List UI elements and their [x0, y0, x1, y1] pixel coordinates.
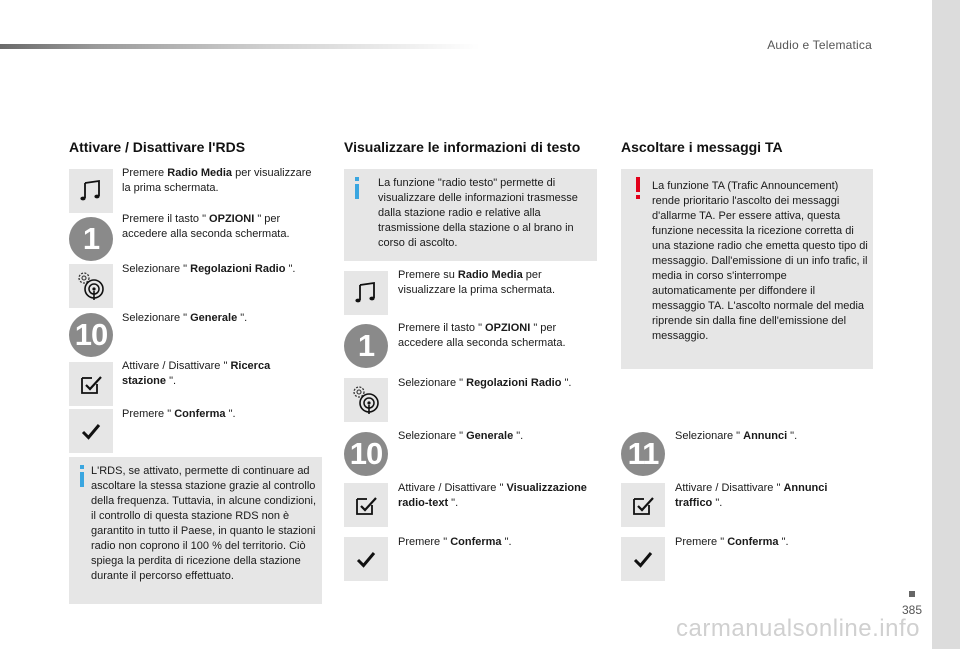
info-note-rds — [69, 457, 322, 604]
warning-icon — [633, 177, 643, 199]
col3-step-3: Premere " Conferma ". — [675, 536, 789, 548]
radio-settings-icon — [69, 264, 113, 308]
side-strip — [932, 0, 960, 649]
warning-note-text: La funzione TA (Trafic Announcement) rende prioritario l'ascolto dei messaggi d'allarme TA. Per essere attiva, questa funzione necessita la ricezione corretta di una stazione radio che emetta questo tipo di messaggio. Dall'emissione di un info trafic, il media in corso s'interrompe automaticamente per diffondere il messaggio TA. L'ascolto normale del media riprende sin dalla fine dell'emissione del messaggio. — [652, 180, 868, 342]
step-badge-1: 1 — [69, 217, 113, 261]
col2-step-4: Selezionare " Generale ". — [398, 430, 524, 442]
step-badge-11: 11 — [621, 432, 665, 476]
info-note-text: La funzione "radio testo" permette di visualizzare delle informazioni trasmesse dalla stazione radio e relative alla trasmissione della stazione o al brano in corso di ascolto. — [378, 177, 578, 249]
section-title-radiotext: Visualizzare le informazioni di testo — [344, 139, 581, 155]
col3-step-1: Selezionare " Annunci ". — [675, 430, 798, 442]
checkbox-icon — [344, 483, 388, 527]
info-note-text: L'RDS, se attivato, permette di continuare ad ascoltare la stessa stazione grazie al controllo della frequenza. Tuttavia, in alcune condizioni, il controllo di questa stazione RDS non è garantito in tutto il Paese, in quanto le stazioni radio non coprono il 100 % del territorio. Ciò spiega la perdita di ricezione della stazione durante il percorso effettuato. — [91, 465, 317, 582]
music-note-icon — [69, 169, 113, 213]
warning-note-ta — [621, 169, 873, 369]
info-icon — [352, 177, 362, 199]
checkmark-icon — [344, 537, 388, 581]
header-gradient-bar — [0, 44, 480, 49]
col2-step-5: Attivare / Disattivare " Visualizzazione radio-text ". — [398, 482, 587, 509]
col2-step-6: Premere " Conferma ". — [398, 536, 512, 548]
checkbox-icon — [69, 362, 113, 406]
checkbox-icon — [621, 483, 665, 527]
info-icon — [77, 465, 87, 487]
col1-step-6: Premere " Conferma ". — [122, 408, 236, 420]
section-title-ta: Ascoltare i messaggi TA — [621, 139, 783, 155]
music-note-icon — [344, 271, 388, 315]
step-badge-10: 10 — [69, 313, 113, 357]
col1-step-2: Premere il tasto " OPZIONI " per accedere alla seconda schermata. — [122, 213, 290, 240]
page-header-title: Audio e Telematica — [767, 38, 872, 52]
step-badge-10: 10 — [344, 432, 388, 476]
step-badge-1: 1 — [344, 324, 388, 368]
radio-settings-icon — [344, 378, 388, 422]
col2-step-2: Premere il tasto " OPZIONI " per accedere alla seconda schermata. — [398, 322, 566, 349]
watermark: carmanualsonline.info — [676, 615, 920, 642]
col1-step-5: Attivare / Disattivare " Ricerca stazione ". — [122, 360, 271, 387]
col1-step-1: Premere Radio Media per visualizzare la prima schermata. — [122, 167, 312, 194]
section-title-rds: Attivare / Disattivare l'RDS — [69, 139, 246, 155]
checkmark-icon — [69, 409, 113, 453]
info-note-radiotext — [344, 169, 597, 261]
col3-step-2: Attivare / Disattivare " Annunci traffico ". — [675, 482, 828, 509]
col2-step-3: Selezionare " Regolazioni Radio ". — [398, 377, 572, 389]
checkmark-icon — [621, 537, 665, 581]
col1-step-4: Selezionare " Generale ". — [122, 312, 248, 324]
page-number: 385 — [901, 603, 922, 617]
page-marker — [909, 591, 915, 597]
col2-step-1: Premere su Radio Media per visualizzare la prima schermata. — [398, 269, 556, 296]
col1-step-3: Selezionare " Regolazioni Radio ". — [122, 263, 296, 275]
